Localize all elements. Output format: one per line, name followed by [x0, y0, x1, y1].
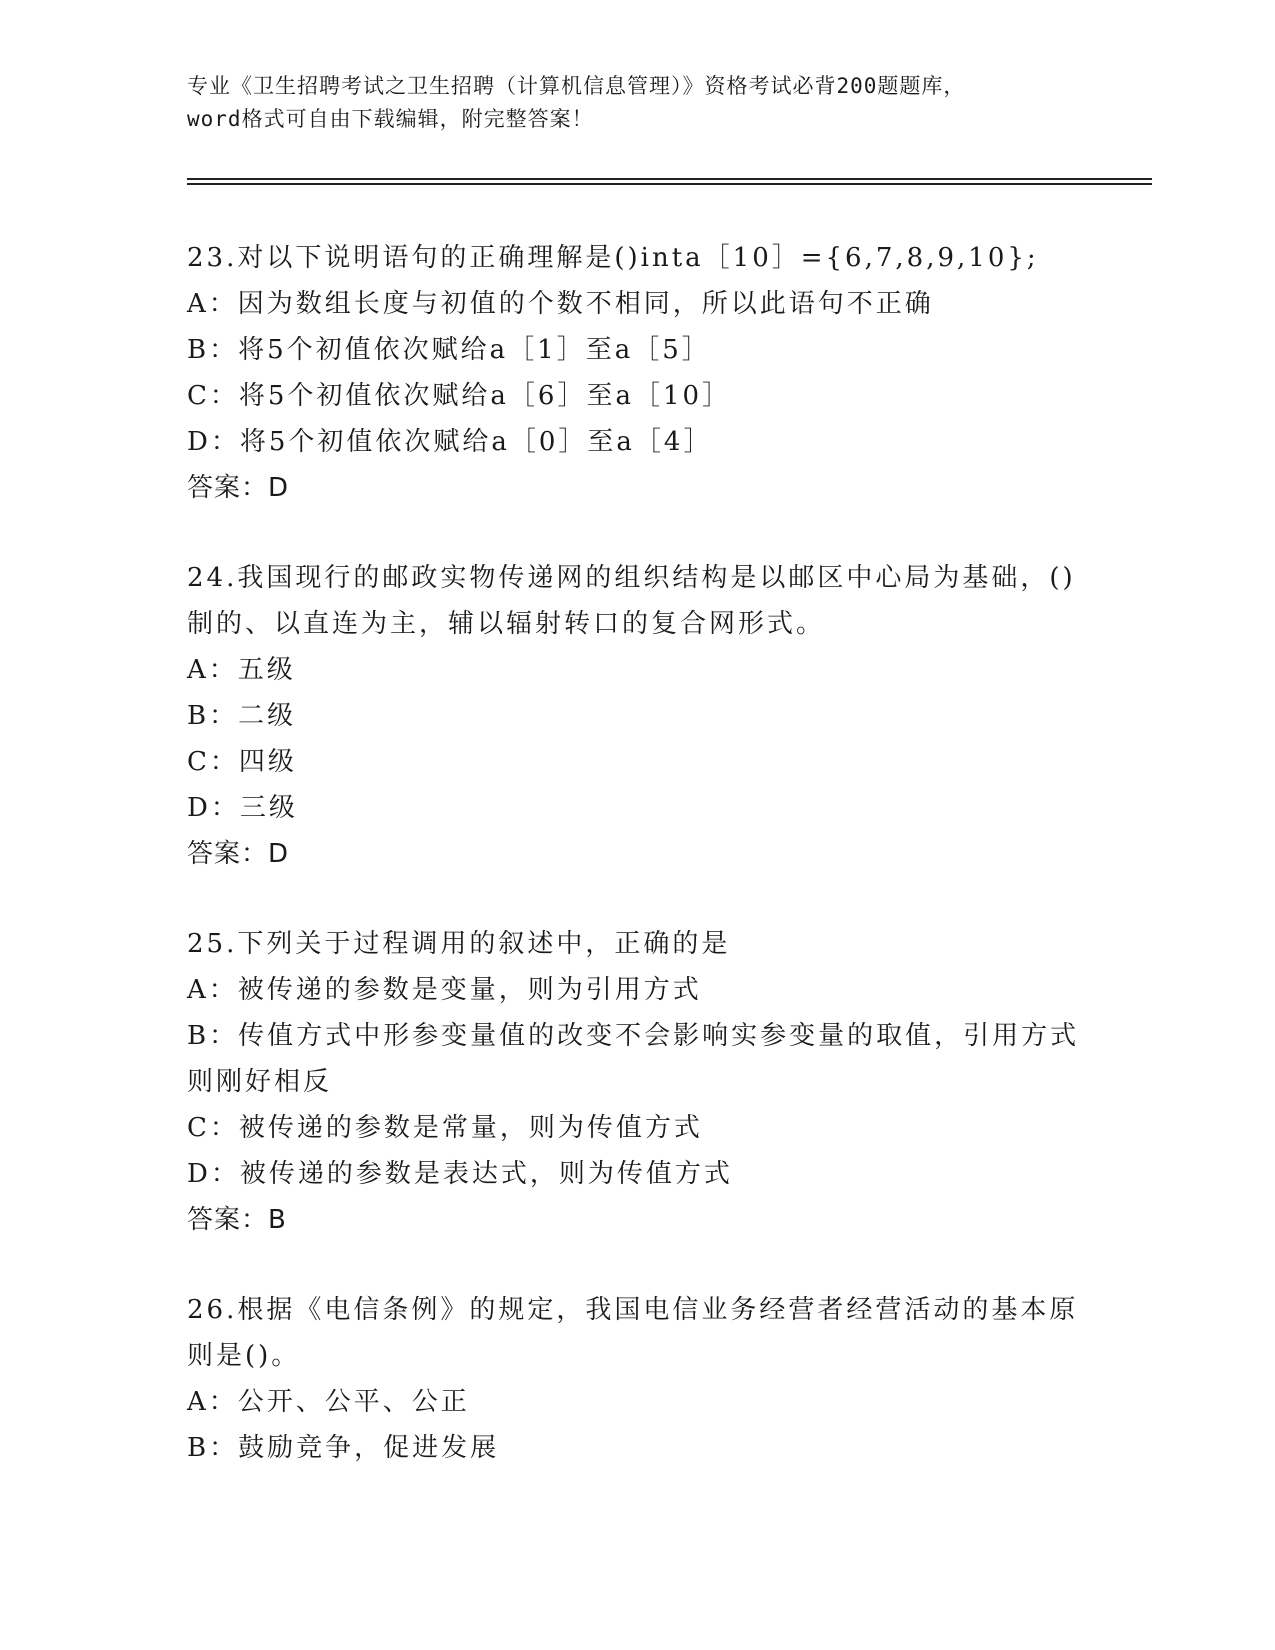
question-25 — [187, 921, 1087, 1243]
option-c: C：四级 — [187, 747, 297, 777]
question-stem: 25.下列关于过程调用的叙述中，正确的是 — [187, 929, 731, 959]
option-a: A：因为数组长度与初值的个数不相同，所以此语句不正确 — [187, 289, 934, 319]
question-stem: 26.根据《电信条例》的规定，我国电信业务经营者经营活动的基本原 — [187, 1295, 1079, 1325]
option-a: A：被传递的参数是变量，则为引用方式 — [187, 975, 702, 1005]
question-stem: 24.我国现行的邮政实物传递网的组织结构是以邮区中心局为基础，() — [187, 563, 1076, 593]
header-line-1: 专业《卫生招聘考试之卫生招聘（计算机信息管理）》资格考试必背200题题库， — [187, 74, 966, 98]
option-d: D：将5个初值依次赋给a［0］至a［4］ — [187, 427, 713, 457]
answer-line: 答案：D — [187, 473, 290, 503]
option-b: B：传值方式中形参变量值的改变不会影响实参变量的取值，引用方式 — [187, 1021, 1080, 1051]
option-a: A：五级 — [187, 655, 296, 685]
question-stem-continued: 则是()。 — [187, 1341, 301, 1371]
option-c: C：将5个初值依次赋给a［6］至a［10］ — [187, 381, 732, 411]
question-24 — [187, 555, 1087, 877]
answer-line: 答案：B — [187, 1205, 287, 1235]
option-b: B：将5个初值依次赋给a［1］至a［5］ — [187, 335, 711, 365]
option-a: A：公开、公平、公正 — [187, 1387, 470, 1417]
option-c: C：被传递的参数是常量，则为传值方式 — [187, 1113, 703, 1143]
question-list — [187, 235, 1087, 1471]
question-stem: 23.对以下说明语句的正确理解是()inta［10］={6,7,8,9,10}; — [187, 243, 1039, 273]
question-23 — [187, 235, 1087, 511]
option-b: B：二级 — [187, 701, 297, 731]
option-b-continued: 则刚好相反 — [187, 1067, 333, 1097]
option-b: B：鼓励竞争，促进发展 — [187, 1433, 500, 1463]
answer-line: 答案：D — [187, 839, 290, 869]
option-d: D：三级 — [187, 793, 298, 823]
question-26 — [187, 1287, 1087, 1471]
document-header — [187, 70, 1087, 136]
header-divider-top — [187, 178, 1152, 180]
header-divider-bottom — [187, 183, 1152, 185]
question-stem-continued: 制的、以直连为主，辅以辐射转口的复合网形式。 — [187, 609, 826, 639]
header-line-2: word格式可自由下载编辑，附完整答案！ — [187, 107, 594, 131]
option-d: D：被传递的参数是表达式，则为传值方式 — [187, 1159, 733, 1189]
